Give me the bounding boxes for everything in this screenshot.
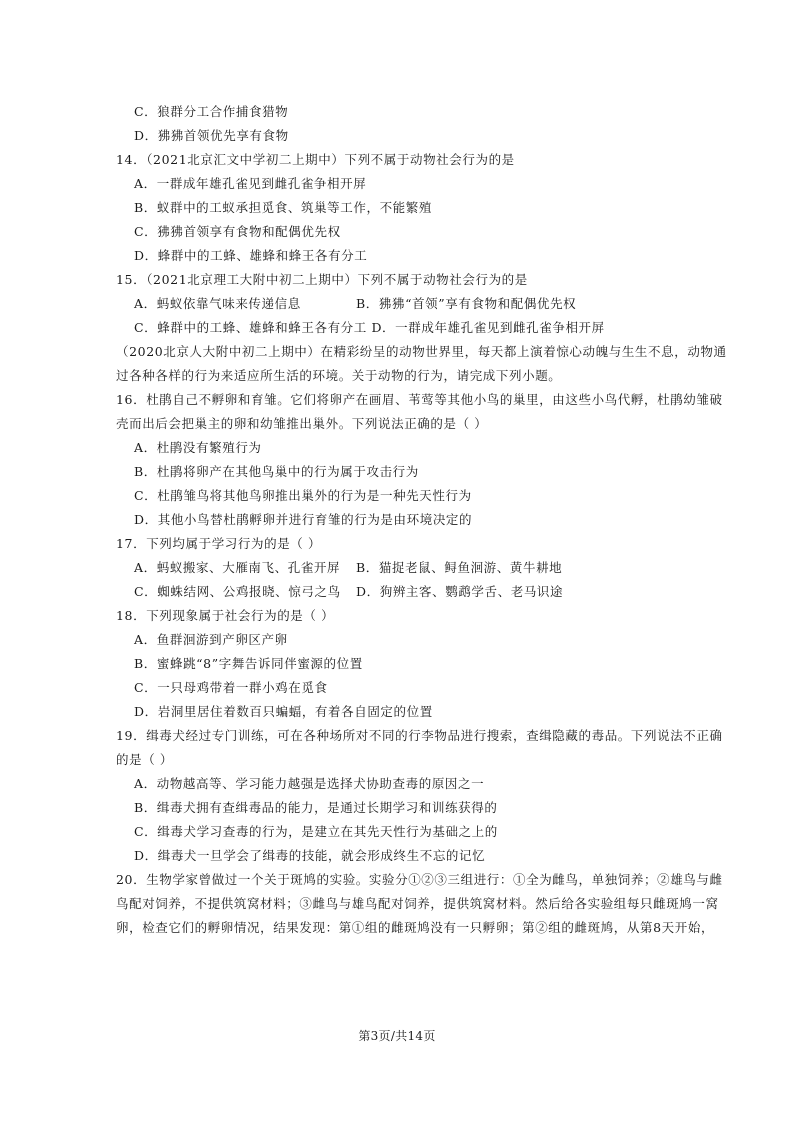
option-line: B．蚁群中的工蚁承担觅食、筑巢等工作，不能繁殖 [134,200,432,215]
question-line: 17．下列均属于学习行为的是（ ） [116,536,322,551]
option-line: B．缉毒犬拥有查缉毒品的能力，是通过长期学习和训练获得的 [134,800,498,815]
option-line: D．狒狒首领优先享有食物 [134,128,289,143]
option-line: A．动物越高等、学习能力越强是选择犬协助查毒的原因之一 [134,776,485,791]
question-line: 20．生物学家曾做过一个关于斑鸠的实验。实验分①②③三组进行：①全为雌鸟，单独饲养；②雄鸟与雌 [116,872,723,887]
question-line: 18．下列现象属于社会行为的是（ ） [116,608,335,623]
text-line: 过各种各样的行为来适应所生活的环境。关于动物的行为，请完成下列小题。 [116,368,562,383]
option-line: B．杜鹃将卵产在其他鸟巢中的行为属于攻击行为 [134,464,419,479]
option-line: D．缉毒犬一旦学会了缉毒的技能，就会形成终生不忘的记忆 [134,848,486,863]
option-line: B．狒狒“首领”享有食物和配偶优先权 [356,296,577,311]
option-line: A．蚂蚁依靠气味来传递信息 [134,296,301,311]
page-footer: 第3页/共14页 [358,1029,436,1043]
option-line: D．蜂群中的工蜂、雄蜂和蜂王各有分工 [134,248,368,263]
option-line: B．猫捉老鼠、鲟鱼洄游、黄牛耕地 [356,560,563,575]
option-line: A．杜鹃没有繁殖行为 [134,440,262,455]
question-line: 15．（2021北京理工大附中初二上期中）下列不属于动物社会行为的是 [116,272,528,287]
text-line: 鸟配对饲养，不提供筑窝材料；③雌鸟与雄鸟配对饲养，提供筑窝材料。然后给各实验组每只雌斑鸠一窝 [116,896,719,911]
option-line: A．蚂蚁搬家、大雁南飞、孔雀开屏 [134,560,341,575]
option-line: C．蜂群中的工蜂、雄蜂和蜂王各有分工 D．一群成年雄孔雀见到雌孔雀争相开屏 [134,320,605,335]
option-line: C．缉毒犬学习查毒的行为，是建立在其先天性行为基础之上的 [134,824,498,839]
question-line: 16．杜鹃自己不孵卵和育雏。它们将卵产在画眉、苇莺等其他小鸟的巢里，由这些小鸟代孵，杜鹃幼雏破 [116,392,723,407]
text-line: 的是（ ） [116,752,173,767]
option-line: D．岩洞里居住着数百只蝙蝠，有着各自固定的位置 [134,704,433,719]
question-line: 19．缉毒犬经过专门训练，可在各种场所对不同的行李物品进行搜索，查缉隐藏的毒品。下列说法不正确 [116,728,723,743]
text-line: 壳而出后会把巢主的卵和幼雏推出巢外。下列说法正确的是（ ） [116,416,488,431]
question-line: 14．（2021北京汇文中学初二上期中）下列不属于动物社会行为的是 [116,152,515,167]
option-line: C．蜘蛛结网、公鸡报晓、惊弓之鸟 [134,584,341,599]
option-line: C．狒狒首领享有食物和配偶优先权 [134,224,341,239]
option-line: C．狼群分工合作捕食猎物 [134,104,289,119]
option-line: C．一只母鸡带着一群小鸡在觅食 [134,680,328,695]
option-line: D．狗辨主客、鹦鹉学舌、老马识途 [356,584,564,599]
option-line: A．鱼群洄游到产卵区产卵 [134,632,288,647]
option-line: D．其他小鸟替杜鹃孵卵并进行育雏的行为是由环境决定的 [134,512,473,527]
text-line: 卵，检查它们的孵卵情况，结果发现：第①组的雌斑鸠没有一只孵卵；第②组的雌斑鸠，从第8天开始， [116,920,715,935]
option-line: B．蜜蜂跳“8”字舞告诉同伴蜜源的位置 [134,656,363,671]
text-line: （2020北京人大附中初二上期中）在精彩纷呈的动物世界里，每天都上演着惊心动魄与生生不息，动物通 [116,344,727,359]
option-line: C．杜鹃雏鸟将其他鸟卵推出巢外的行为是一种先天性行为 [134,488,472,503]
option-line: A．一群成年雄孔雀见到雌孔雀争相开屏 [134,176,367,191]
